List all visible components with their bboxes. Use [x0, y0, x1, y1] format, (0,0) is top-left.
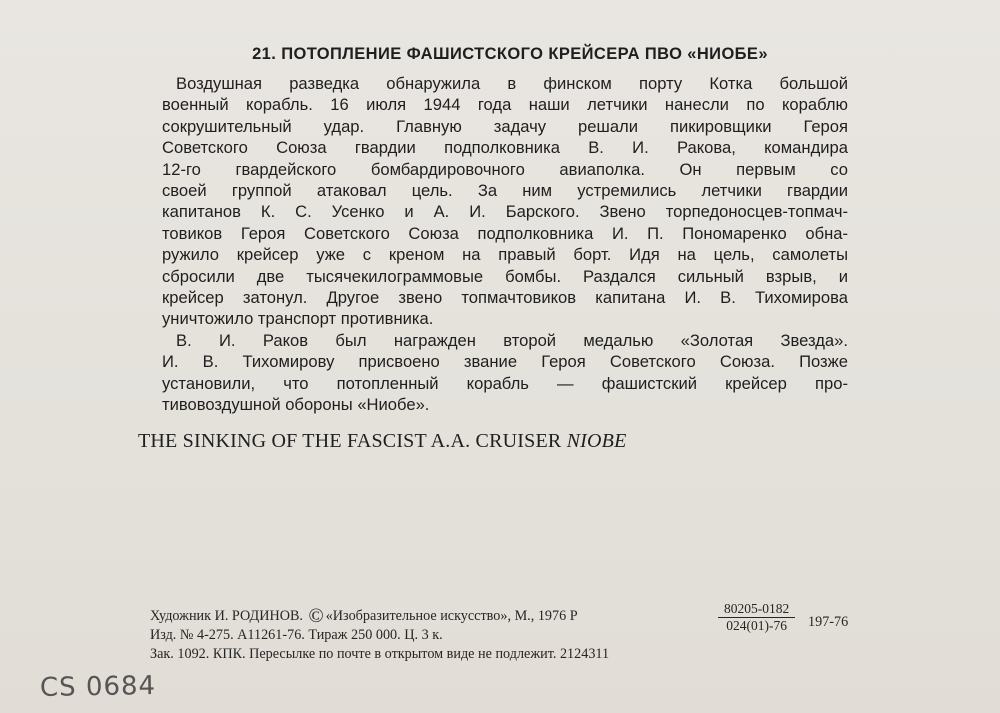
text-line: установили, что потопленный корабль — фашистский крейсер про-	[162, 373, 848, 393]
text-line: военный корабль. 16 июля 1944 года наши летчики нанесли по кораблю	[162, 95, 848, 115]
imprint-line-2: Изд. № 4-275. А11261-76. Тираж 250 000. Ц. 3 к.	[150, 627, 443, 643]
english-caption	[138, 430, 627, 453]
text-line: Воздушная разведка обнаружила в финском порту Котка большой	[176, 74, 848, 93]
text-line: своей группой атаковал цель. За ним устремились летчики гвардии	[162, 181, 848, 201]
text-line: сокрушительный удар. Главную задачу решали пикировщики Героя	[162, 116, 848, 136]
card-title: 21. ПОТОПЛЕНИЕ ФАШИСТСКОГО КРЕЙСЕРА ПВО «НИОБЕ»	[252, 45, 768, 63]
text-line: товиков Героя Советского Союза подполковника И. П. Пономаренко обна-	[162, 223, 848, 243]
text-line: Советского Союза гвардии подполковника В. И. Ракова, командира	[162, 138, 848, 158]
copyright-symbol: ©	[308, 605, 324, 627]
artist-credit: Художник И. РОДИНОВ.	[150, 608, 303, 624]
english-caption-ship-name: NIOBE	[566, 430, 627, 452]
fraction-numerator: 80205-0182	[718, 601, 795, 618]
publisher-name: «Изобразительное искусство», М., 1976 Р	[325, 608, 578, 624]
imprint-line-3: Зак. 1092. КПК. Пересылке по почте в открытом виде не подлежит. 2124311	[150, 646, 610, 662]
text-line: И. В. Тихомирову присвоено звание Героя Советского Союза. Позже	[162, 352, 848, 372]
text-line: 12-го гвардейского бомбардировочного авиаполка. Он первым со	[162, 159, 848, 179]
description-text	[162, 73, 848, 416]
text-line: капитанов К. С. Усенко и А. И. Барского. Звено торпедоносцев-топмач-	[162, 202, 848, 222]
text-line: тивовоздушной обороны «Ниобе».	[162, 395, 430, 415]
publisher-imprint	[150, 601, 870, 664]
fraction-denominator: 024(01)-76	[726, 618, 787, 633]
catalog-suffix: 197-76	[808, 614, 849, 630]
english-caption-text: THE SINKING OF THE FASCIST A.A. CRUISER	[138, 430, 567, 452]
text-line: уничтожило транспорт противника.	[162, 309, 434, 329]
text-line: крейсер затонул. Другое звено топмачтовиков капитана И. В. Тихомирова	[162, 288, 848, 308]
text-line: сбросили две тысячекилограммовые бомбы. Раздался сильный взрыв, и	[162, 266, 848, 286]
text-line: ружило крейсер уже с креном на правый борт. Идя на цель, самолеты	[162, 245, 848, 265]
imprint-line-1	[150, 601, 870, 633]
text-line: В. И. Раков был награжден второй медалью «Золотая Звезда».	[176, 330, 848, 350]
handwritten-catalog-code: CS 0684	[39, 670, 157, 704]
